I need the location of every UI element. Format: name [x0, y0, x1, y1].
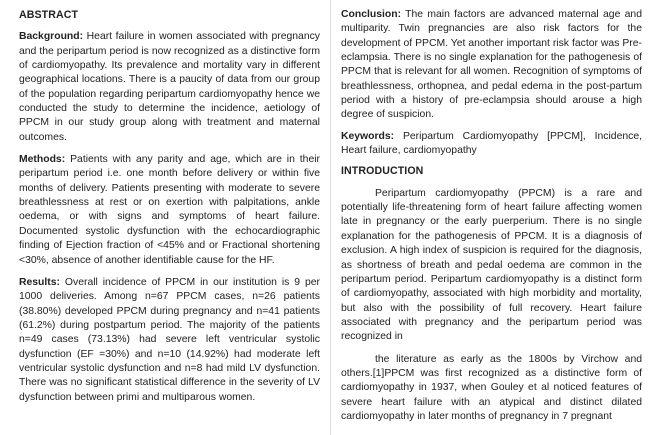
background-text: Heart failure in women associated with pregnancy and the peripartum period is now recognized as a distinctive form of cardiomyopathy. Its prevalence and mortality vary in different geographical locations. There is a paucity of data from our group of the population regarding peripartum cardiomyopathy hence we conducted the study to determine the incidence, aetiology of PPCM in our study group along with treatment and maternal outcomes.	[19, 31, 320, 143]
column-divider	[330, 0, 331, 435]
introduction-heading: INTRODUCTION	[341, 165, 424, 178]
intro-paragraph-1: Peripartum cardiomyopathy (PPCM) is a rare and potentially life-threatening form of heart failure affecting women late in pregnancy or the early puerperium. There is no single explanation for the pathogenesis of PPCM. It is a diagnosis of exclusion. A high index of suspicion is required for the diagnosis, as shortness of breath and pedal oedema are common in the peripartum period. Peripartum cardiomyopathy is a distinct form of cardiomyopathy, associated with high morbidity and mortality, but also with the possibility of full recovery. Heart failure associated with pregnancy and the peripartum period was recognized in	[341, 187, 642, 343]
left-column	[19, 8, 320, 405]
keywords-text: Peripartum Cardiomyopathy [PPCM], Incidence, Heart failure, cardiomyopathy	[341, 130, 642, 157]
conclusion-text: The main factors are advanced maternal age and multiparity. Twin pregnancies are also risk factors for the development of PPCM. Yet another important risk factor was Pre-eclampsia. There is no single explanation for the pathogenesis of PPCM that is relevant for all women. Recognition of symptoms of breathlessness, orthopnea, and pedal edema in the post-partum period with a history of pre-eclampsia should arouse a high degree of suspicion.	[341, 9, 642, 121]
intro-paragraph-2: the literature as early as the 1800s by Virchow and others.[1]PPCM was first recognized as a distinctive form of cardiomyopathy in 1937, when Gouley et al noticed features of severe heart failure with an atypical and distinct dilated cardiomyopathy in later months of pregnancy in 7 pregnant	[341, 353, 642, 422]
right-column	[341, 8, 642, 424]
conclusion-label: Conclusion:	[341, 9, 402, 20]
results-text: Overall incidence of PPCM in our institution is 9 per 1000 deliveries. Among n=67 PPCM cases, n=26 patients (38.80%) developed PPCM during pregnancy and n=41 patients (61.2%) during postpartum period. The majority of the patients n=49 cases (73.13%) had severe left ventricular systolic dysfunction (EF =30%) and n=10 (14.92%) had moderate left ventricular systolic dysfunction and n=8 had mild LV dysfunction. There was no significant statistical difference in the severity of LV dysfunction between primi and multiparous women.	[19, 276, 320, 403]
methods-label: Methods:	[19, 154, 66, 166]
background-paragraph	[19, 30, 320, 145]
results-paragraph	[19, 276, 320, 405]
conclusion-paragraph	[341, 8, 642, 123]
methods-text: Patients with any parity and age, which are in their peripartum period i.e. one month before delivery or within five months of delivery. Patients presenting with moderate to severe breathlessness at rest or on exertion with palpitations, ankle oedema, or with signs and symptoms of heart failure. Documented systolic dysfunction with the echocardiographic finding of Ejection fraction of <45% and or Fractional shortening <30%, absence of another identifiable cause for the HF.	[19, 154, 320, 266]
keywords-label: Keywords:	[341, 130, 395, 142]
methods-paragraph	[19, 153, 320, 268]
results-label: Results:	[19, 276, 60, 288]
abstract-heading: ABSTRACT	[19, 9, 79, 21]
background-label: Background:	[19, 31, 84, 43]
keywords-paragraph	[341, 130, 642, 159]
